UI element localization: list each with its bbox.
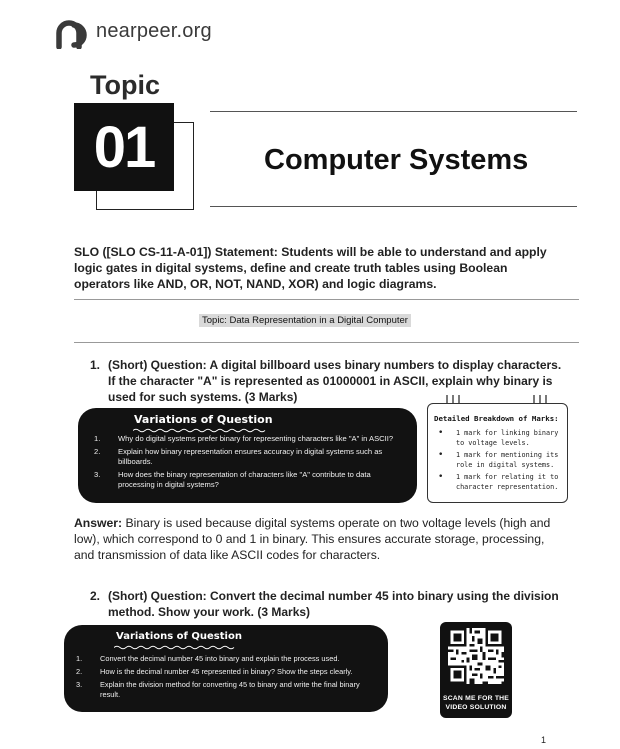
marks-breakdown-list [434, 429, 564, 495]
slo-statement: SLO ([SLO CS-11-A-01]) Statement: Students will be able to understand and apply logic gates in digital systems, define and create truth tables using Boolean operators like AND, OR, NOT, NAND, XOR) and logic diagrams. [74, 245, 547, 291]
list-item: 3. How does the binary representation of characters like "A" contribute to data processing in digital systems? [94, 470, 371, 489]
list-item: • 1 mark for linking binary to voltage levels. [434, 429, 564, 448]
list-item: 2. How is the decimal number 45 represented in binary? Show the steps clearly. [76, 667, 353, 676]
qr-code-icon[interactable] [448, 628, 504, 684]
header-divider-bottom [210, 206, 577, 207]
qr-video-solution-card[interactable] [440, 622, 512, 718]
q1-variations-box [78, 408, 417, 503]
list-item: 1. Why do digital systems prefer binary for representing characters like "A" in ASCII? [94, 434, 394, 443]
question-2-text: (Short) Question: Convert the decimal number 45 into binary using the division method. Show your work. (3 Marks) [108, 589, 559, 619]
list-item: 1. Convert the decimal number 45 into binary and explain the process used. [76, 654, 340, 663]
qr-caption: SCAN ME FOR THE VIDEO SOLUTION [442, 695, 510, 711]
slo-divider-bottom [74, 342, 579, 343]
topic-bar: Topic: Data Representation in a Digital Computer [199, 314, 411, 327]
question-2-number: 2. [90, 589, 101, 603]
list-item: • 1 mark for relating it to character representation. [434, 473, 564, 492]
question-1-text: (Short) Question: A digital billboard uses binary numbers to display characters. If the character "A" is represented as 01000001 in ASCII, explain why binary is used for such systems. (3 Marks) [108, 358, 562, 404]
topic-number: 01 [74, 103, 174, 191]
marks-breakdown-card [427, 403, 568, 503]
nearpeer-logo-icon [55, 17, 91, 49]
page-number: 1 [541, 735, 547, 745]
marks-breakdown-title: Detailed Breakdown of Marks: [434, 414, 559, 423]
q2-variations-title: Variations of Question [116, 631, 242, 642]
q2-variations-list [76, 654, 376, 703]
slo-divider-top [74, 299, 579, 300]
answer-label: Answer: [74, 516, 123, 530]
brand-name: nearpeer.org [96, 20, 212, 42]
list-item: • 1 mark for mentioning its role in digital systems. [434, 451, 564, 470]
list-item: 2. Explain how binary representation ensures accuracy in digital systems such as billboards. [94, 447, 383, 466]
question-1 [90, 357, 563, 405]
q1-variations-title: Variations of Question [134, 413, 273, 426]
q2-variations-box [64, 625, 388, 712]
question-1-number: 1. [90, 358, 101, 372]
list-item: 3. Explain the division method for converting 45 to binary and write the final binary result. [76, 680, 360, 699]
q2-title-underline-icon [114, 645, 239, 650]
q1-title-underline-icon [133, 428, 268, 433]
question-2 [90, 588, 563, 620]
page-title: Computer Systems [264, 144, 529, 176]
header-divider-top [210, 111, 577, 112]
q1-variations-list [94, 434, 394, 493]
answer-text: Binary is used because digital systems operate on two voltage levels (high and low), which correspond to 0 and 1 in binary. This ensures accurate storage, processing, and transmission of data like ASCII codes for characters. [74, 516, 551, 562]
topic-label: Topic [90, 70, 160, 100]
answer-1 [74, 515, 564, 563]
